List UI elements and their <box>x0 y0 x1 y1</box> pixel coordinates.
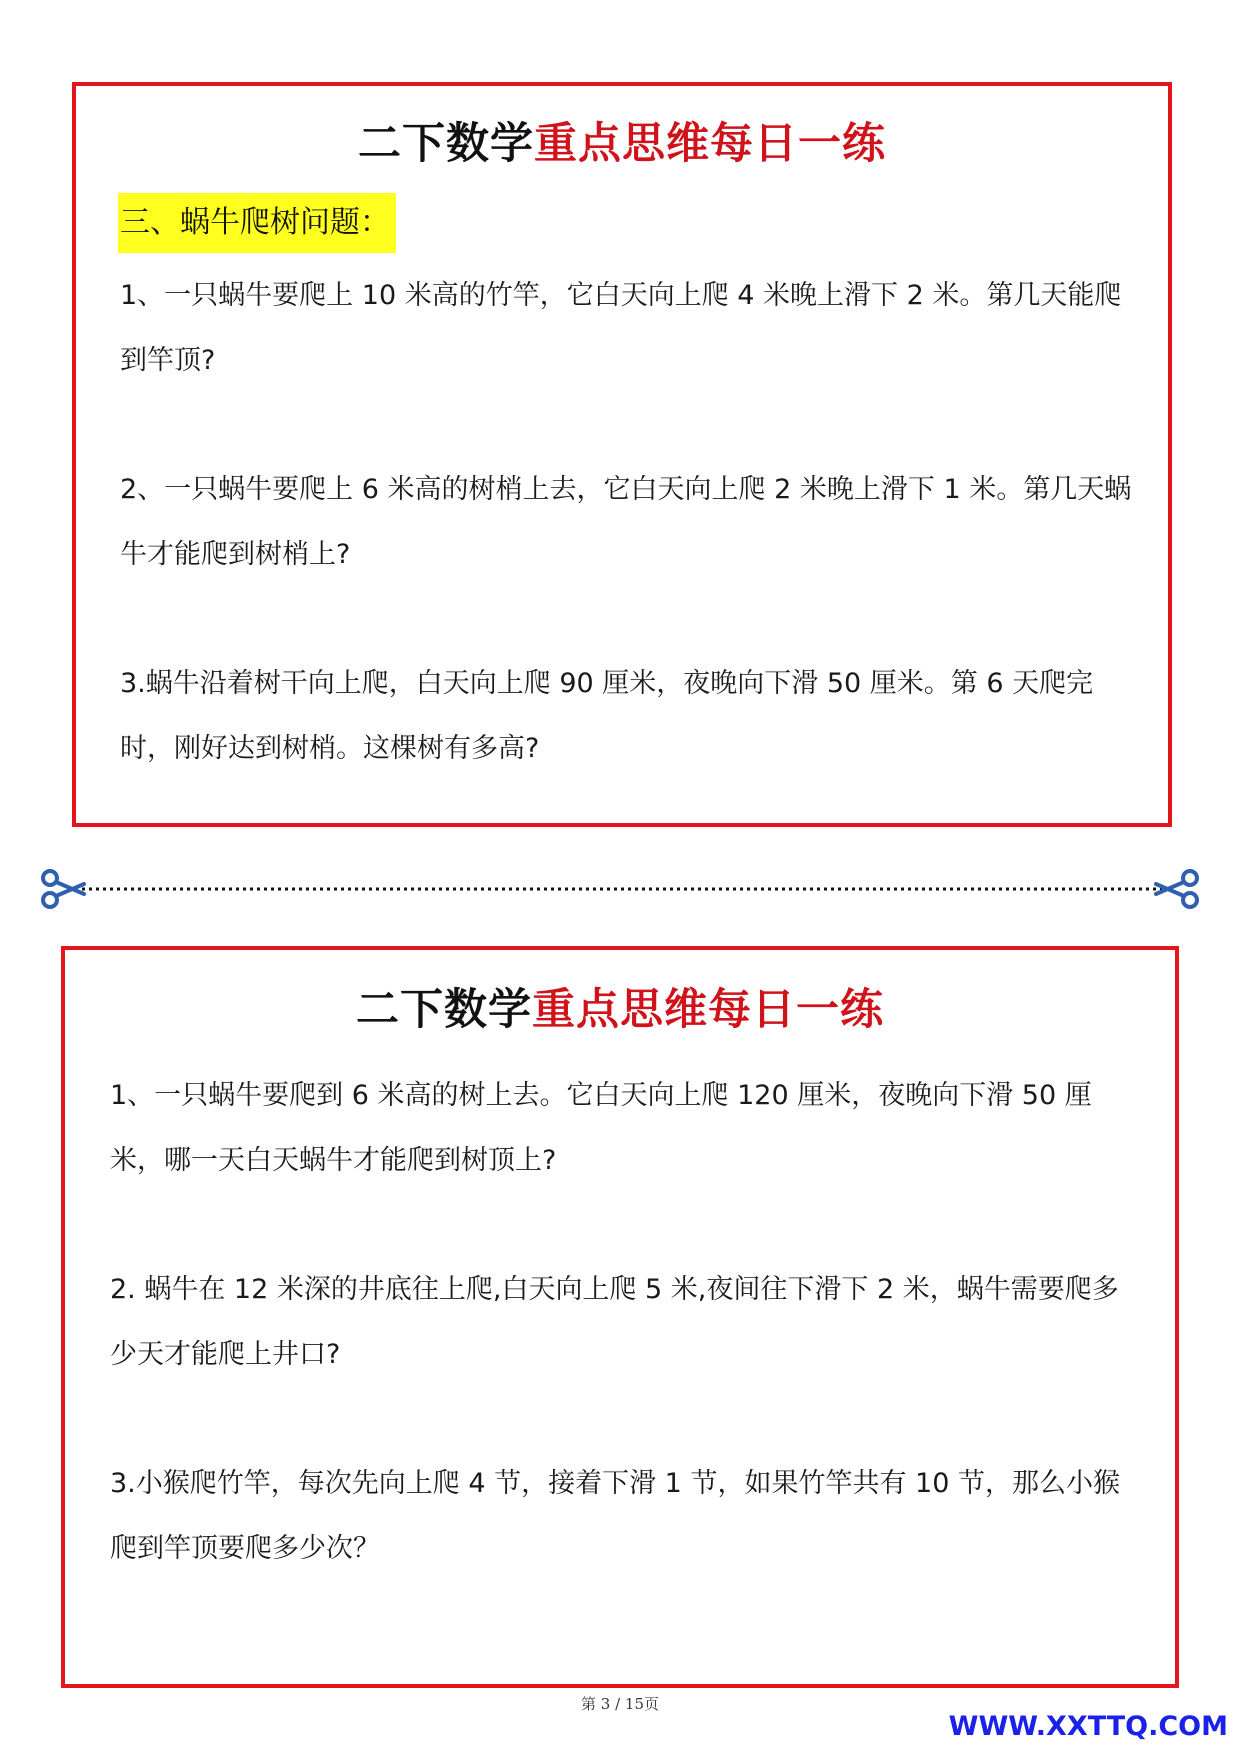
question-1: 1、一只蜗牛要爬到 6 米高的树上去。它白天向上爬 120 厘米，夜晚向下滑 50 厘米，哪一天白天蜗牛才能爬到树顶上? <box>110 1080 1092 1176</box>
question-2: 2、一只蜗牛要爬上 6 米高的树梢上去，它白天向上爬 2 米晚上滑下 1 米。第几天蜗牛才能爬到树梢上? <box>120 474 1132 570</box>
title-highlight: 重点思维每日一练 <box>532 985 884 1035</box>
card-title <box>76 116 1168 172</box>
title-prefix: 二下数学 <box>358 119 534 169</box>
title-highlight: 重点思维每日一练 <box>534 119 886 169</box>
question-3: 3.小猴爬竹竿，每次先向上爬 4 节，接着下滑 1 节，如果竹竿共有 10 节，那么小猴爬到竿顶要爬多少次？ <box>110 1468 1120 1564</box>
card-title <box>65 982 1175 1038</box>
worksheet-card-1 <box>72 82 1172 827</box>
question-3: 3.蜗牛沿着树干向上爬，白天向上爬 90 厘米，夜晚向下滑 50 厘米。第 6 天爬完时，刚好达到树梢。这棵树有多高? <box>120 668 1094 764</box>
worksheet-card-2 <box>61 946 1179 1688</box>
question-2: 2. 蜗牛在 12 米深的井底往上爬,白天向上爬 5 米,夜间往下滑下 2 米，蜗牛需要爬多少天才能爬上井口? <box>110 1274 1119 1370</box>
scissors-icon <box>1156 871 1197 907</box>
section-heading: 三、蜗牛爬树问题： <box>118 193 396 253</box>
watermark-url: WWW.XXTTQ.COM <box>948 1711 1228 1742</box>
page-number: 第 3 / 15页 <box>581 1695 659 1713</box>
question-1: 1、一只蜗牛要爬上 10 米高的竹竿，它白天向上爬 4 米晚上滑下 2 米。第几天能爬到竿顶? <box>120 280 1122 376</box>
title-prefix: 二下数学 <box>356 985 532 1035</box>
scissors-icon <box>43 871 84 907</box>
cut-line-divider <box>0 860 1240 910</box>
